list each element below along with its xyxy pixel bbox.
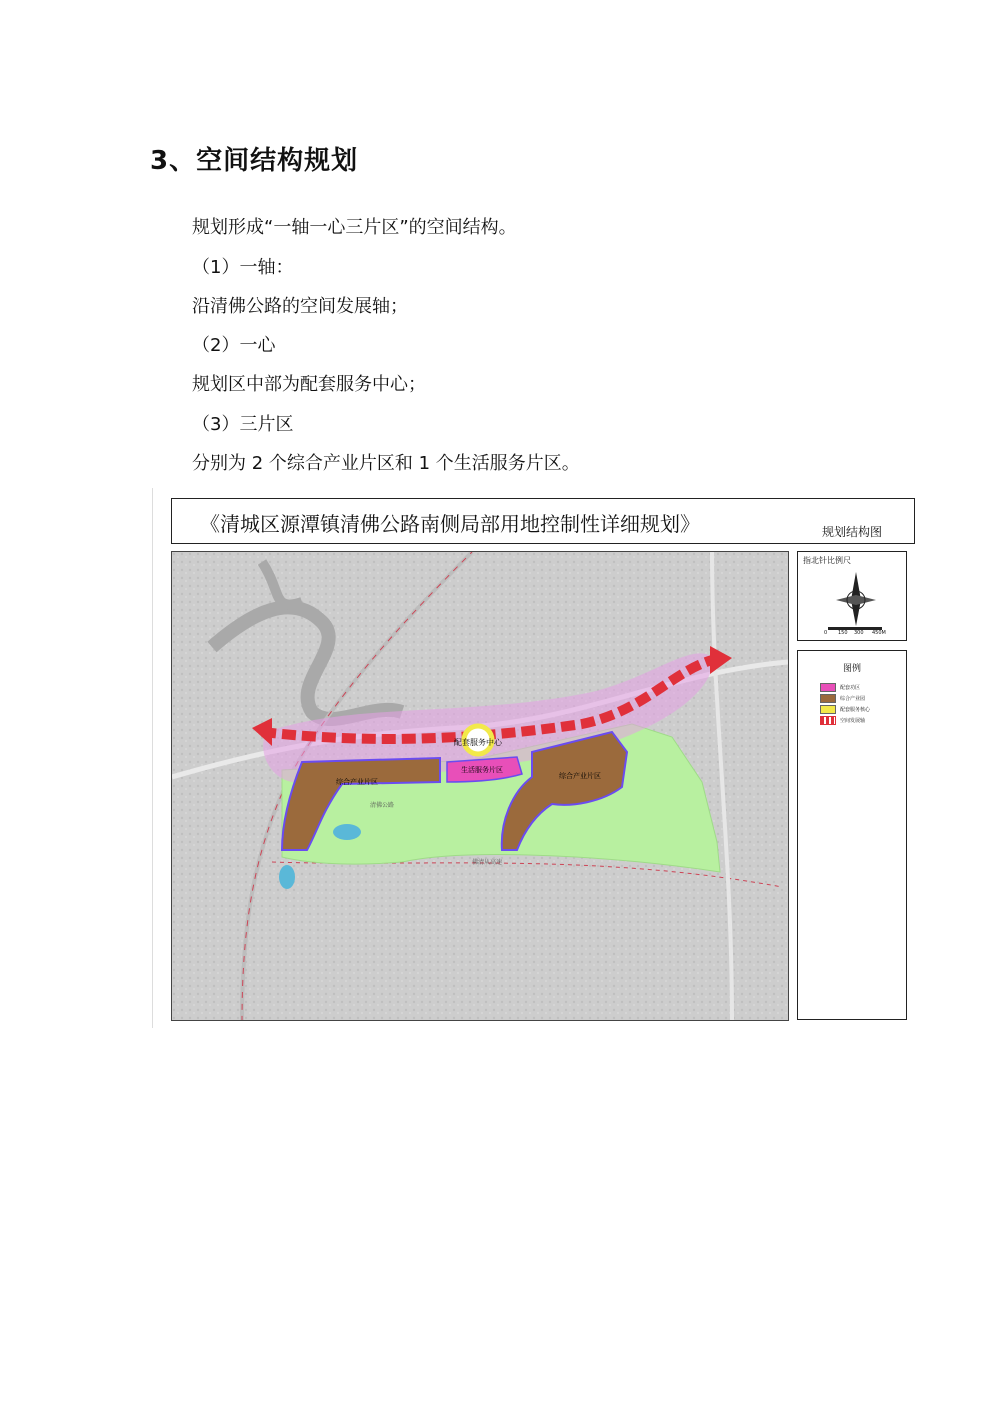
paragraph-item-3-body: 分别为 2 个综合产业片区和 1 个生活服务片区。 [192, 453, 580, 474]
paragraph-item-2-body: 规划区中部为配套服务中心； [192, 374, 426, 395]
map-svg [172, 552, 788, 1020]
label-center: 配套服务中心 [454, 738, 502, 747]
label-life-zone: 生活服务片区 [461, 766, 503, 774]
figure-subtitle: 规划结构图 [821, 525, 882, 539]
legend-swatch-brown [820, 694, 836, 703]
legend-item [820, 694, 865, 703]
figure-title: 《清城区源潭镇清佛公路南侧局部用地控制性详细规划》 [200, 512, 700, 536]
label-industry-east: 综合产业片区 [559, 772, 601, 780]
legend-swatch-pink [820, 683, 836, 692]
compass-svg [798, 552, 906, 640]
paragraph-item-3-title: （3）三片区 [192, 414, 294, 435]
paragraph-item-1-title: （1）一轴： [192, 257, 294, 278]
legend-item [820, 683, 860, 692]
scale-tick-0: 0 [824, 630, 828, 636]
legend-item [820, 716, 865, 725]
north-arrow-icon [836, 572, 876, 626]
figure-title-box [171, 498, 915, 544]
legend-swatch-yellow [820, 705, 836, 714]
compass-title: 指北针比例尺 [803, 556, 851, 565]
legend-label: 配套功区 [840, 685, 861, 691]
legend-swatch-axis [820, 716, 836, 725]
scale-tick-300: 300 [854, 630, 864, 636]
paragraph-item-1-body: 沿清佛公路的空间发展轴； [192, 296, 408, 317]
lake-west [333, 824, 361, 840]
section-heading: 3、空间结构规划 [150, 146, 359, 176]
label-road-2: 佛清从高速 [471, 859, 503, 866]
compass-scale-panel [797, 551, 907, 641]
planning-figure [152, 488, 915, 1028]
legend-label: 空间发展轴 [840, 718, 866, 724]
legend-label: 配套服务核心 [840, 707, 871, 713]
legend-item [820, 705, 870, 714]
paragraph-item-2-title: （2）一心 [192, 335, 276, 356]
paragraph-intro: 规划形成“一轴一心三片区”的空间结构。 [192, 217, 517, 238]
structure-map [171, 551, 789, 1021]
legend-label: 综合产业园 [840, 696, 866, 702]
legend-title: 图例 [842, 664, 861, 674]
scale-tick-150: 150 [838, 630, 848, 636]
label-road-1: 清佛公路 [369, 802, 395, 809]
scale-tick-450: 450M [872, 630, 886, 636]
legend-panel [797, 650, 907, 1020]
lake-south [279, 865, 295, 889]
label-industry-west: 综合产业片区 [336, 778, 378, 786]
